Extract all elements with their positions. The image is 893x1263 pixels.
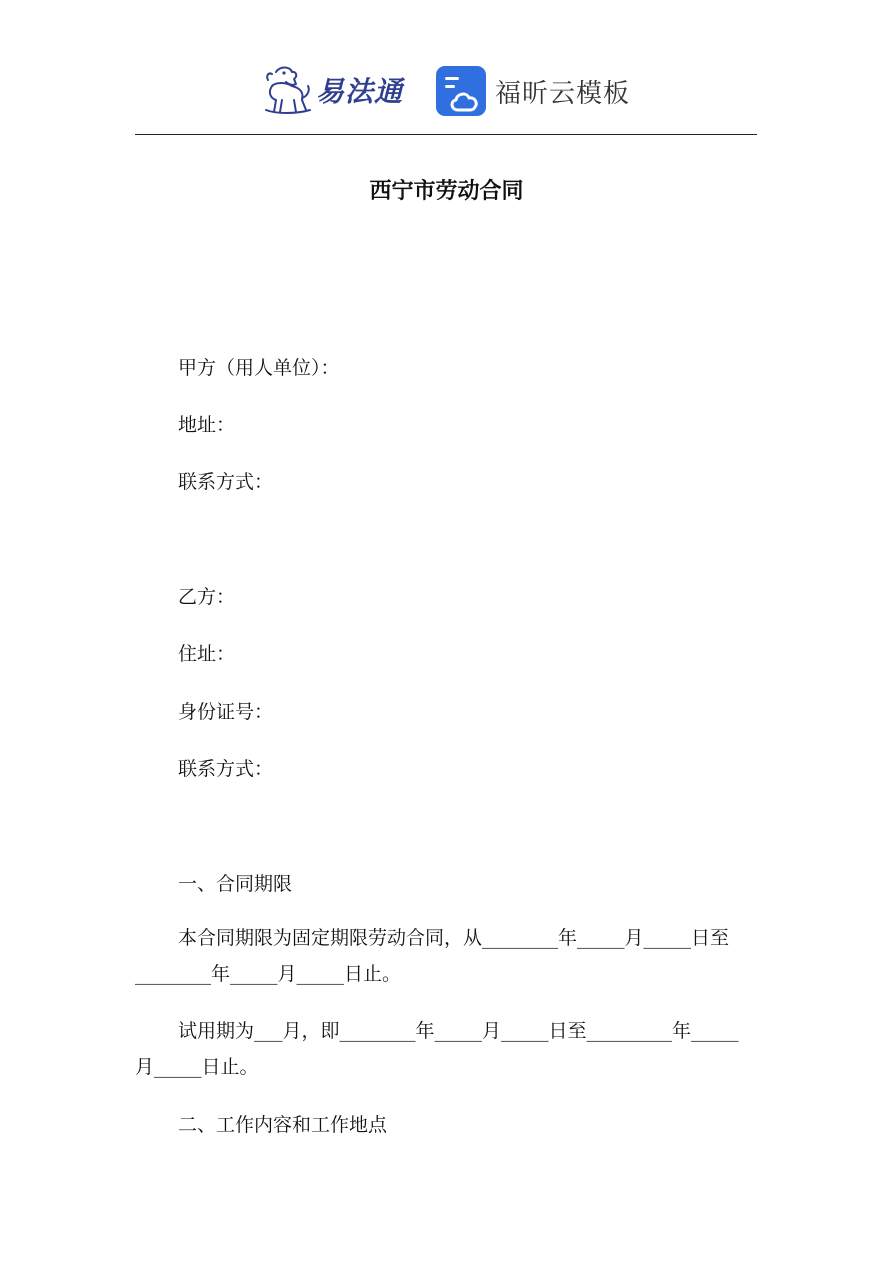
section1-term-paragraph xyxy=(135,920,757,992)
document-title: 西宁市劳动合同 xyxy=(369,178,524,204)
party-b-address: 住址： xyxy=(178,643,236,665)
foxit-wordmark: 福昕云模板 xyxy=(495,78,631,109)
party-a-address: 地址： xyxy=(178,414,236,436)
foxit-template-logo xyxy=(436,66,630,116)
cloud-document-icon xyxy=(436,66,486,116)
yifatong-wordmark: 易法通 xyxy=(316,75,404,108)
section1-term-text: 本合同期限为固定期限劳动合同，从________年_____月_____日至________年_____月_____日止。 xyxy=(135,927,730,985)
section1-probation-text: 试用期为___月，即________年_____月_____日至_________年_____月_____日止。 xyxy=(135,1020,739,1078)
party-b-label: 乙方： xyxy=(178,586,236,608)
party-b-contact: 联系方式： xyxy=(178,758,274,780)
page-header xyxy=(0,58,893,124)
party-a-label: 甲方（用人单位）： xyxy=(178,357,340,379)
header-divider xyxy=(135,134,757,135)
qilin-emblem-icon xyxy=(262,62,314,118)
party-b-id: 身份证号： xyxy=(178,701,274,723)
section1-title: 一、合同期限 xyxy=(178,873,293,895)
party-a-contact: 联系方式： xyxy=(178,471,274,493)
yifatong-logo xyxy=(262,60,412,120)
section1-probation-paragraph xyxy=(135,1013,757,1085)
section2-title: 二、工作内容和工作地点 xyxy=(178,1114,388,1136)
